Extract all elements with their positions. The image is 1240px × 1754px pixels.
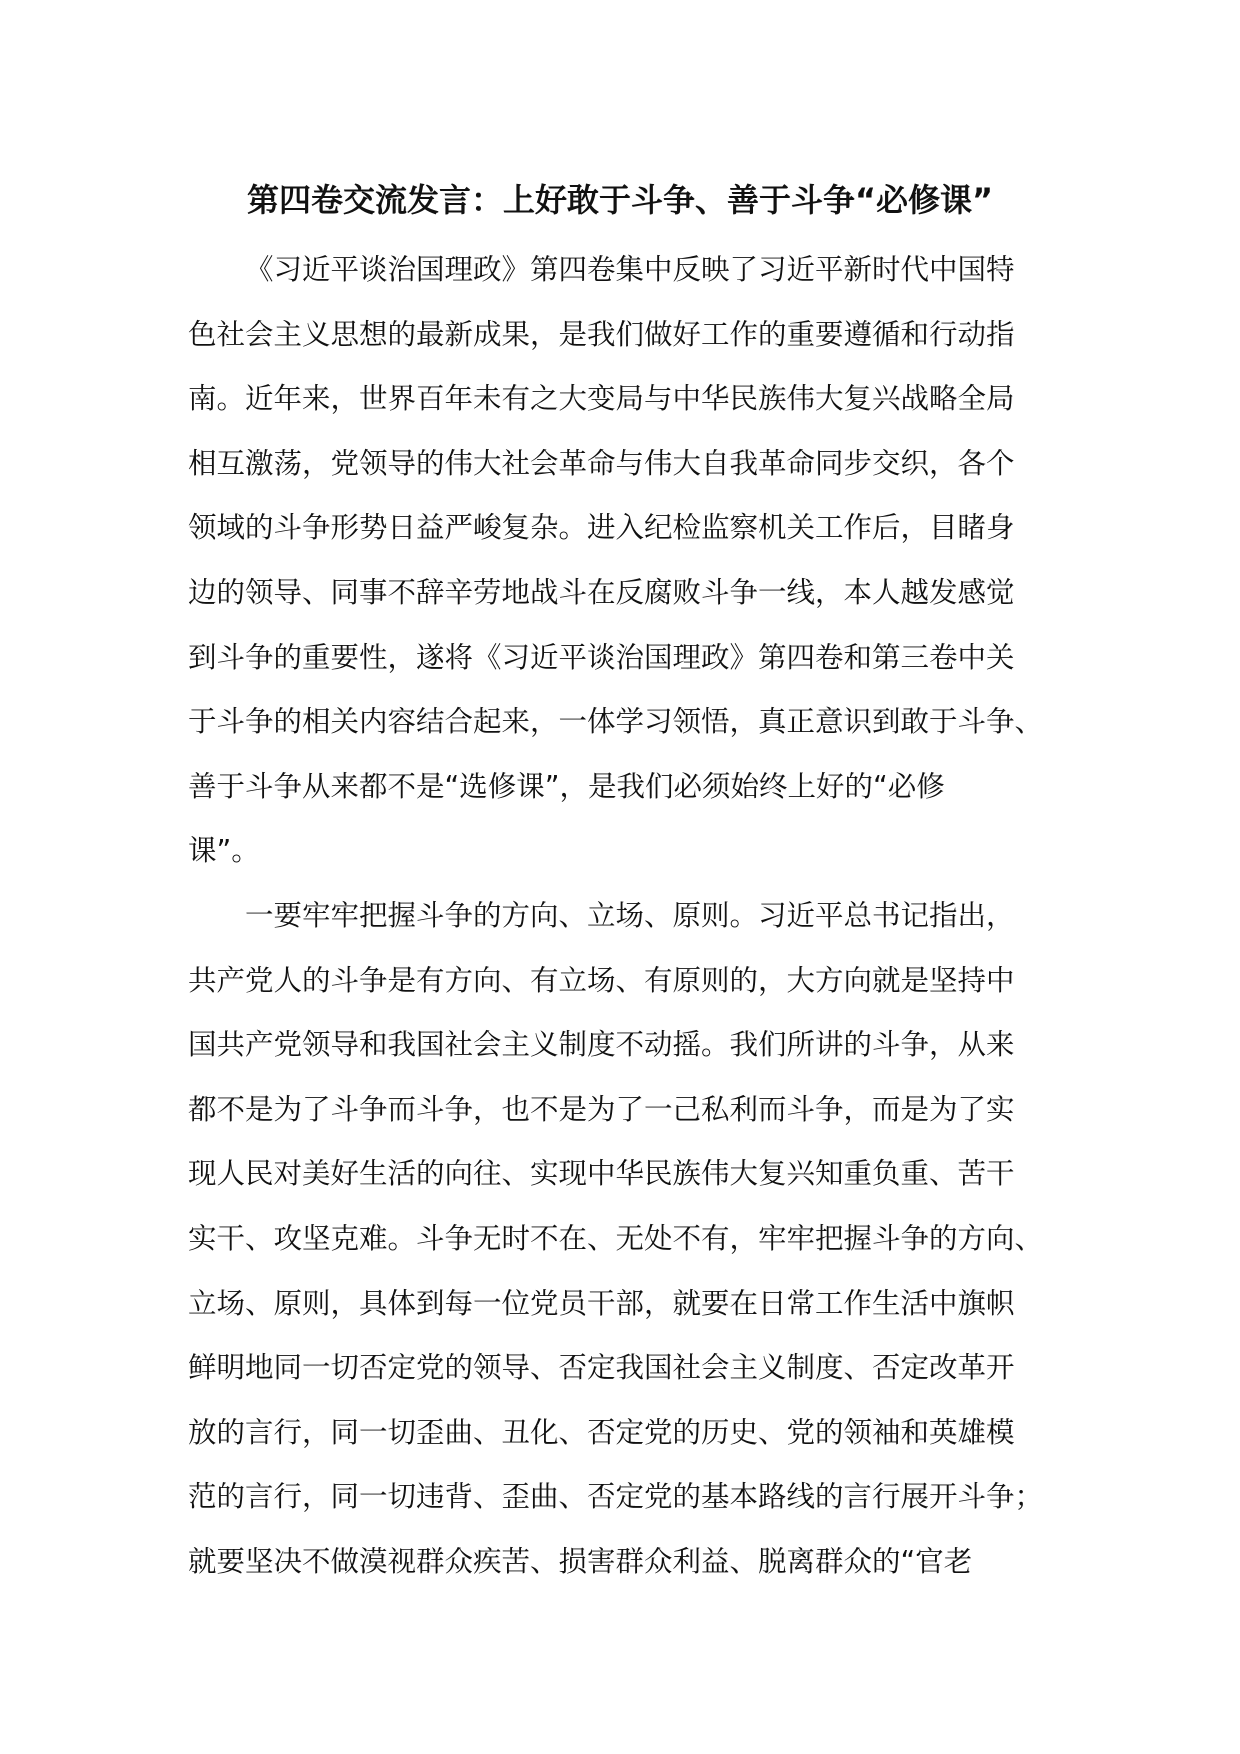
- paragraph-1: [188, 238, 1088, 884]
- text-line: 边的领导、同事不辞辛劳地战斗在反腐败斗争一线，本人越发感觉: [188, 575, 1015, 609]
- text-line: 现人民对美好生活的向往、实现中华民族伟大复兴知重负重、苦干: [188, 1157, 1015, 1191]
- text-line: 鲜明地同一切否定党的领导、否定我国社会主义制度、否定改革开: [188, 1351, 1015, 1385]
- text-line: 实干、攻坚克难。斗争无时不在、无处不有，牢牢把握斗争的方向、: [188, 1221, 1044, 1255]
- text-line: 一要牢牢把握斗争的方向、立场、原则。习近平总书记指出，: [245, 898, 1015, 932]
- text-line: 到斗争的重要性，遂将《习近平谈治国理政》第四卷和第三卷中关: [188, 640, 1015, 674]
- text-line: 于斗争的相关内容结合起来，一体学习领悟，真正意识到敢于斗争、: [188, 705, 1044, 739]
- text-line: 国共产党领导和我国社会主义制度不动摇。我们所讲的斗争，从来: [188, 1028, 1015, 1062]
- text-line: 课”。: [188, 834, 260, 868]
- paragraph-2: [188, 884, 1088, 1595]
- text-line: 立场、原则，具体到每一位党员干部，就要在日常工作生活中旗帜: [188, 1286, 1015, 1320]
- text-line: 都不是为了斗争而斗争，也不是为了一己私利而斗争，而是为了实: [188, 1092, 1015, 1126]
- text-line: 善于斗争从来都不是“选修课”，是我们必须始终上好的“必修: [188, 769, 945, 803]
- text-line: 就要坚决不做漠视群众疾苦、损害群众利益、脱离群众的“官老: [188, 1544, 973, 1578]
- text-line: 相互激荡，党领导的伟大社会革命与伟大自我革命同步交织，各个: [188, 446, 1015, 480]
- text-line: 领域的斗争形势日益严峻复杂。进入纪检监察机关工作后，目睹身: [188, 511, 1015, 545]
- text-line: 共产党人的斗争是有方向、有立场、有原则的，大方向就是坚持中: [188, 963, 1015, 997]
- document-body: [188, 238, 1088, 1594]
- text-line: 《习近平谈治国理政》第四卷集中反映了习近平新时代中国特: [245, 253, 1015, 286]
- text-line: 范的言行，同一切违背、歪曲、否定党的基本路线的言行展开斗争；: [188, 1480, 1044, 1514]
- text-line: 色社会主义思想的最新成果，是我们做好工作的重要遵循和行动指: [188, 317, 1015, 351]
- text-line: 放的言行，同一切歪曲、丑化、否定党的历史、党的领袖和英雄模: [188, 1415, 1015, 1449]
- document-title: 第四卷交流发言：上好敢于斗争、善于斗争“必修课”: [246, 181, 994, 219]
- text-line: 南。近年来，世界百年未有之大变局与中华民族伟大复兴战略全局: [188, 382, 1015, 416]
